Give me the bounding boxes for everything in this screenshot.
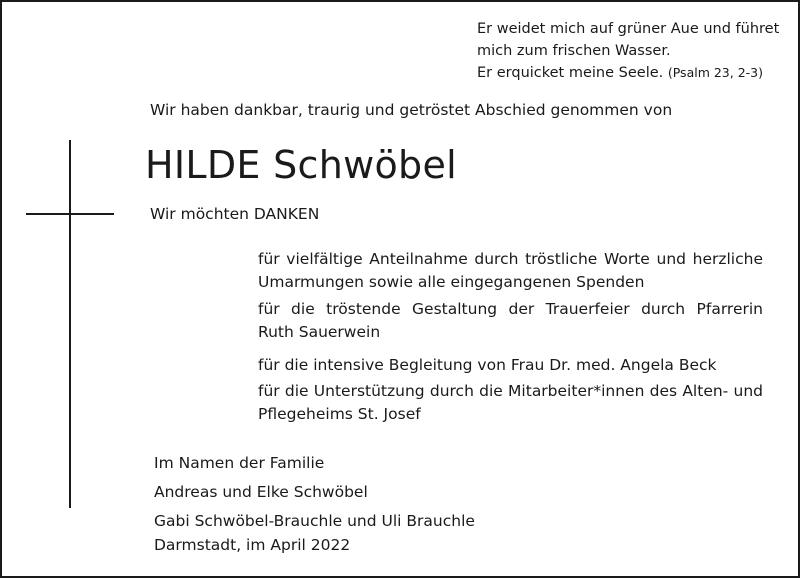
place-date: Darmstadt, im April 2022 xyxy=(154,536,351,554)
family-member: Gabi Schwöbel-Brauchle und Uli Brauchle xyxy=(154,512,475,530)
thanks-item xyxy=(258,380,763,426)
thanks-heading: Wir möchten DANKEN xyxy=(150,205,320,223)
thanks-line: für vielfältige Anteilnahme durch tröstliche Worte und herzliche xyxy=(258,250,763,268)
thanks-line: Umarmungen sowie alle eingegangenen Spenden xyxy=(258,273,645,291)
deceased-name: HILDE Schwöbel xyxy=(145,143,457,187)
thanks-item xyxy=(258,298,763,344)
intro-text: Wir haben dankbar, traurig und getröstet Abschied genommen von xyxy=(150,101,673,119)
psalm-line: Er weidet mich auf grüner Aue und führet xyxy=(477,21,780,37)
thanks-item xyxy=(258,248,763,294)
thanks-line: für die intensive Begleitung von Frau Dr. med. Angela Beck xyxy=(258,356,717,374)
family-member: Andreas und Elke Schwöbel xyxy=(154,483,368,501)
cross-icon xyxy=(69,140,71,508)
cross-icon xyxy=(26,213,114,215)
family-signature xyxy=(154,449,475,536)
thanks-item xyxy=(258,354,763,377)
thanks-line: Ruth Sauerwein xyxy=(258,323,381,341)
thanks-line: Pflegeheims St. Josef xyxy=(258,405,421,423)
thanks-line: für die Unterstützung durch die Mitarbeiter*innen des Alten- und xyxy=(258,382,763,400)
psalm-reference: (Psalm 23, 2-3) xyxy=(667,65,763,80)
family-intro: Im Namen der Familie xyxy=(154,454,325,472)
psalm-line: Er erquicket meine Seele. xyxy=(477,65,664,81)
thanks-line: für die tröstende Gestaltung der Trauerfeier durch Pfarrerin xyxy=(258,300,763,318)
psalm-line: mich zum frischen Wasser. xyxy=(477,43,671,59)
psalm-quote xyxy=(477,18,780,84)
